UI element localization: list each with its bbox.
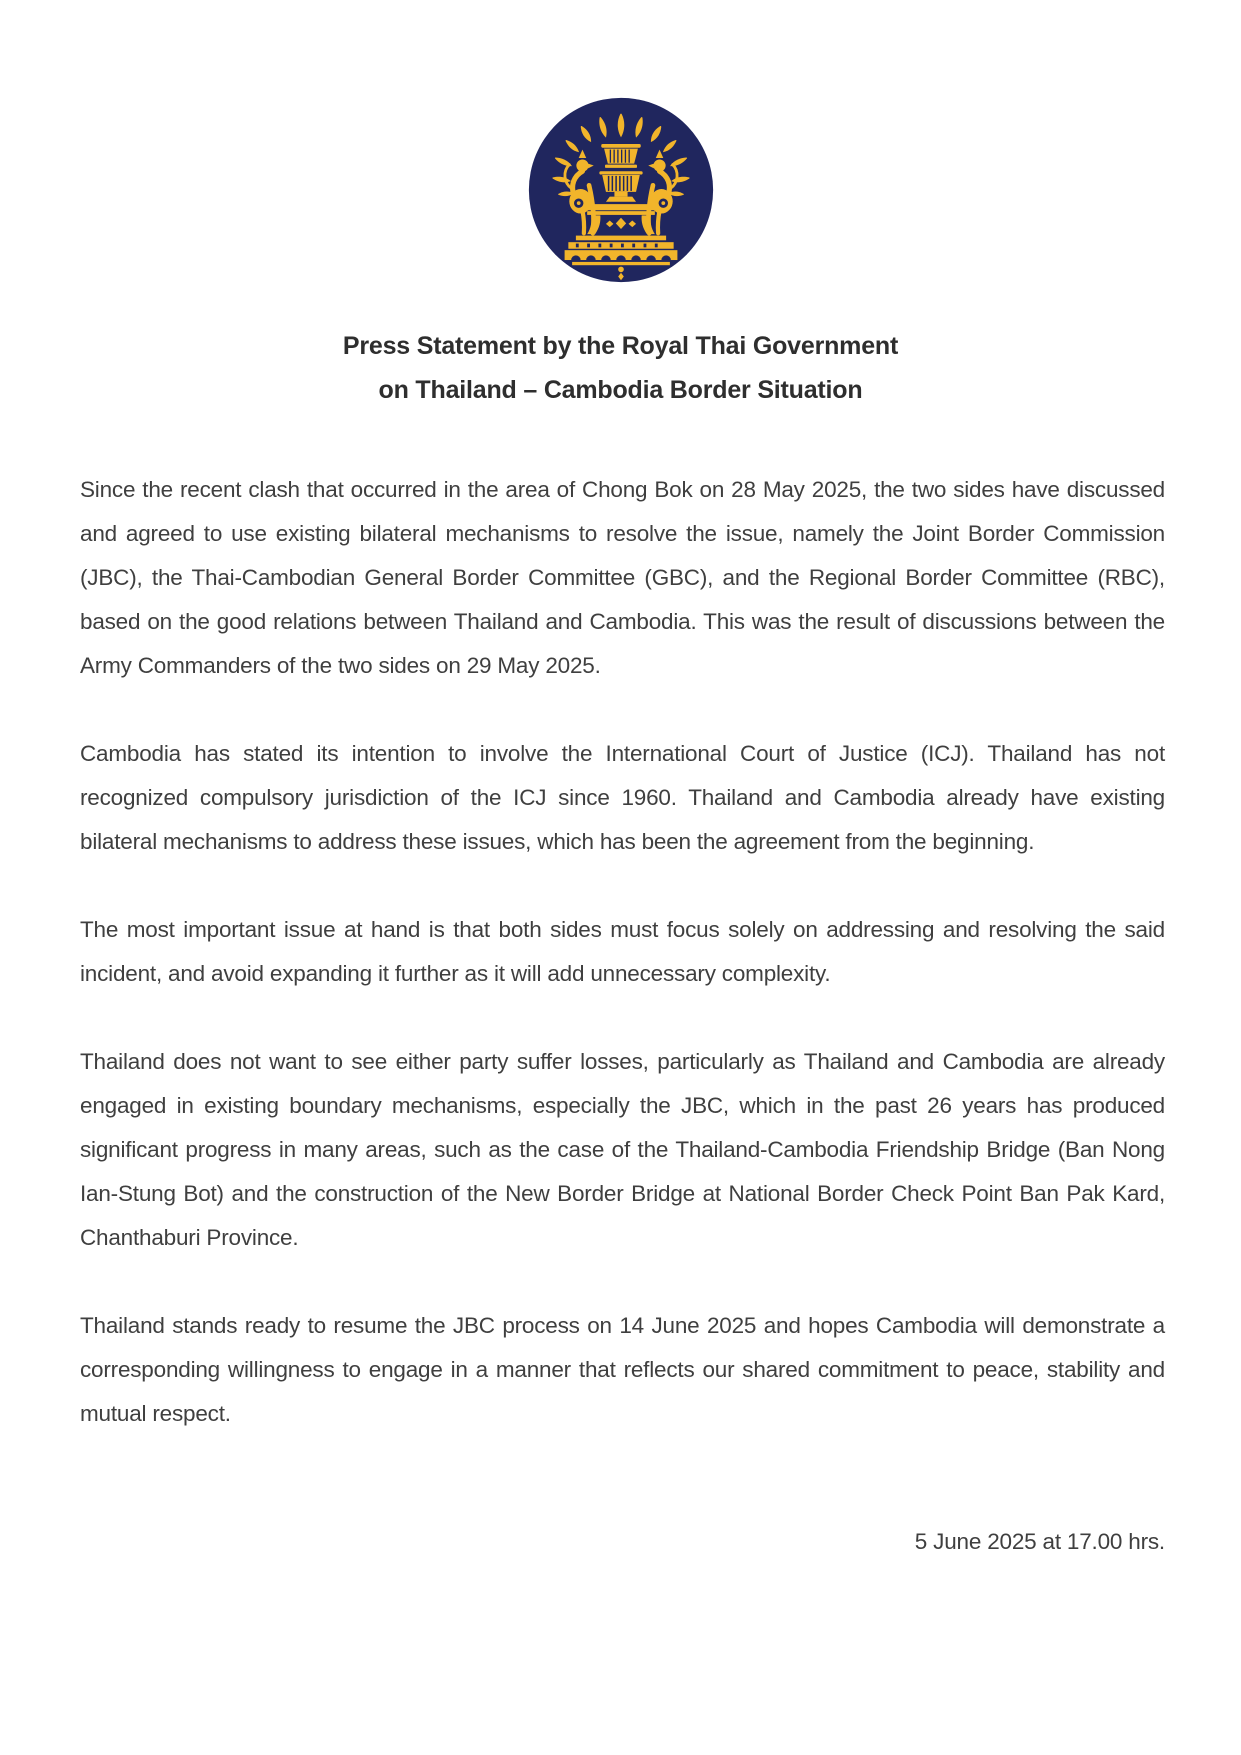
statement-datetime: 5 June 2025 at 17.00 hrs.: [914, 1529, 1165, 1554]
paragraph-chong-bok-clash: Since the recent clash that occurred in the area of Chong Bok on 28 May 2025, the two sides have discussed and agreed to use existing bilateral mechanisms to resolve the issue, namely the Joint Border Commission (JBC), the Thai-Cambodian General Border Committee (GBC), and the Regional Border Committee (RBC), based on the good relations between Thailand and Cambodia. This was the result of discussions between the Army Commanders of the two sides on 29 May 2025.: [80, 477, 1165, 678]
royal-thai-government-emblem: [527, 96, 715, 284]
paragraph-icj-position: Cambodia has stated its intention to involve the International Court of Justice (ICJ). Thailand has not recognized compulsory jurisdiction of the ICJ since 1960. Thailand and Cambodia already have existing bilateral mechanisms to address these issues, which has been the agreement from the beginning.: [80, 741, 1165, 854]
statement-title-line2: on Thailand – Cambodia Border Situation: [378, 376, 863, 404]
paragraph-jbc-resumption: Thailand stands ready to resume the JBC process on 14 June 2025 and hopes Cambodia will demonstrate a corresponding willingness to engage in a manner that reflects our shared commitment to peace, stability and mutual respect.: [80, 1313, 1165, 1426]
paragraph-bilateral-progress: Thailand does not want to see either party suffer losses, particularly as Thailand and Cambodia are already engaged in existing boundary mechanisms, especially the JBC, which in the past 26 years has produced significant progress in many areas, such as the case of the Thailand-Cambodia Friendship Bridge (Ban Nong Ian-Stung Bot) and the construction of the New Border Bridge at National Border Check Point Ban Pak Kard, Chanthaburi Province.: [80, 1049, 1165, 1250]
royal-thai-government-seal-icon: [527, 96, 715, 284]
statement-title-line1: Press Statement by the Royal Thai Government: [342, 332, 899, 360]
statement-title: [0, 324, 1241, 412]
statement-body: [80, 468, 1165, 1436]
paragraph-most-important-issue: The most important issue at hand is that both sides must focus solely on addressing and resolving the said incident, and avoid expanding it further as it will add unnecessary complexity.: [80, 917, 1165, 986]
